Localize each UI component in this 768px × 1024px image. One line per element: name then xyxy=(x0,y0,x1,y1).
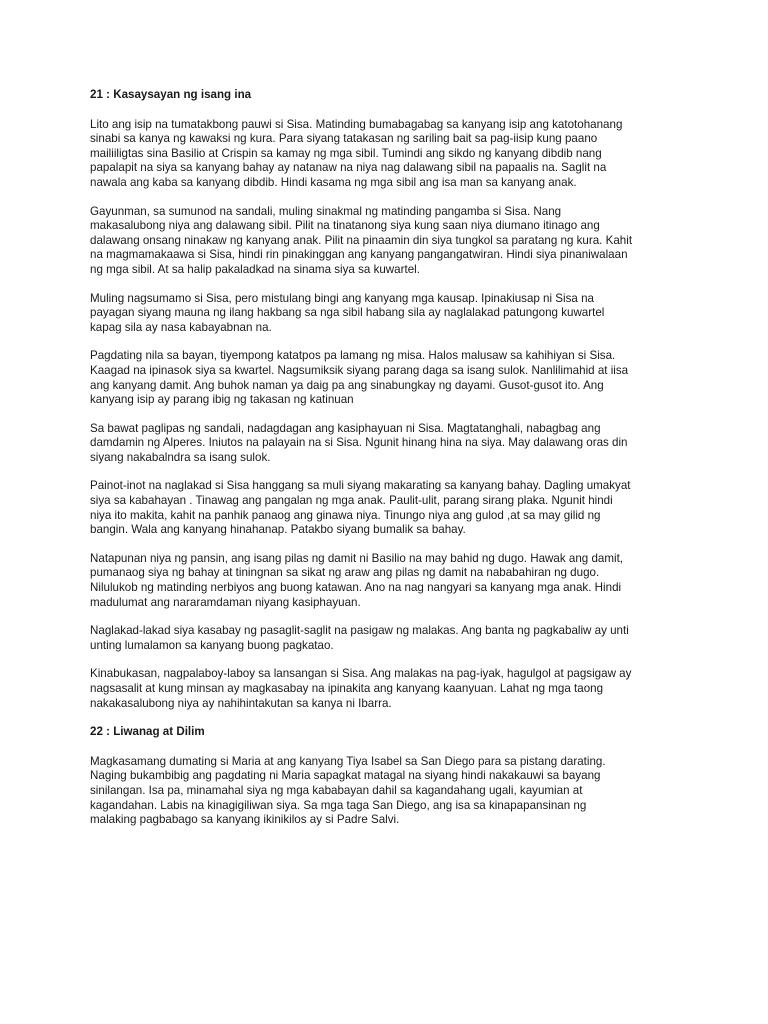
paragraph xyxy=(90,667,690,711)
paragraph xyxy=(90,755,690,828)
text-line: na magmamakaawa si Sisa, hindi rin pinakinggan ang kanyang pangangatwiran. Hindi siya pinaniwalaan xyxy=(90,248,628,262)
text-line: Naglakad-lakad siya kasabay ng pasaglit-saglit na pasigaw ng malakas. Ang banta ng pagkabaliw ay unti xyxy=(90,624,629,638)
text-line: makasalubong niya ang dalawang sibil. Pilit na tinatanong siya kung saan niya diumano itinago ang xyxy=(90,219,600,233)
paragraph xyxy=(90,118,690,191)
paragraph xyxy=(90,292,690,336)
text-line: papalapit na siya sa kanyang bahay ay natanaw na niya nag dalawang sibil na papaalis na. Saglit na xyxy=(90,161,607,175)
paragraph xyxy=(90,552,690,610)
paragraph xyxy=(90,479,690,537)
chapter-22 xyxy=(90,725,690,828)
text-line: kagandahan. Labis na kinagigiliwan siya. Sa mga taga San Diego, ang isa sa kinapapansinan ng xyxy=(90,798,587,812)
text-line: ng mga sibil. At sa halip pakaladkad na sinama siya sa kuwartel. xyxy=(90,262,420,276)
chapter-heading: 22 : Liwanag at Dilim xyxy=(90,725,205,739)
text-line: sinilangan. Isa pa, minamahal siya ng mga kababayan dahil sa kagandahang ugali, kayumian at xyxy=(90,783,583,797)
text-line: bangin. Wala ang kanyang hinahanap. Patakbo siyang bumalik sa bahay. xyxy=(90,523,466,537)
text-line: Muling nagsumamo si Sisa, pero mistulang bingi ang kanyang mga kausap. Ipinakiusap ni Sisa na xyxy=(90,291,594,305)
text-line: siya sa kabahayan . Tinawag ang pangalan ng mga anak. Paulit-ulit, parang sirang plaka. Ngunit hindi xyxy=(90,494,613,508)
text-line: pumanaog siya ng bahay at tiningnan sa sikat ng araw ang pilas ng damit na nababahiran ng dugo. xyxy=(90,566,600,580)
text-line: kapag sila ay nasa kabayabnan na. xyxy=(90,320,272,334)
text-line: dalawang onsang ninakaw ng kanyang anak. Pilit na pinaamin din siya tungkol sa paratang ng kura. Kahit xyxy=(90,233,633,247)
text-line: sinabi sa kanya ng kawaksi ng kura. Para siyang tatakasan ng sariling bait sa pag-iisip kung paano xyxy=(90,132,598,146)
text-line: Naging bukambibig ang pagdating ni Maria sapagkat matagal na siyang hindi nakakauwi sa bayang xyxy=(90,769,601,783)
text-line: Natapunan niya ng pansin, ang isang pilas ng damit ni Basilio na may bahid ng dugo. Hawak ang damit, xyxy=(90,551,624,565)
paragraph xyxy=(90,205,690,278)
text-line: Painot-inot na naglakad si Sisa hanggang sa muli siyang makarating sa kanyang bahay. Dagling umakyat xyxy=(90,479,631,493)
text-line: damdamin ng Alperes. Iniutos na palayain na si Sisa. Ngunit hinang hina na siya. May dalawang oras din xyxy=(90,436,628,450)
paragraph xyxy=(90,349,690,407)
text-line: Kaagad na ipinasok siya sa kwartel. Nagsumiksik siyang parang daga sa isang sulok. Nanlilimahid at iisa xyxy=(90,363,629,377)
text-line: madulumat ang nararamdaman niyang kasiphayuan. xyxy=(90,595,361,609)
text-line: Gayunman, sa sumunod na sandali, muling sinakmal ng matinding pangamba si Sisa. Nang xyxy=(90,204,562,218)
text-line: Pagdating nila sa bayan, tiyempong katatpos pa lamang ng misa. Halos malusaw sa kahihiyan si Sisa. xyxy=(90,349,616,363)
text-line: Kinabukasan, nagpalaboy-laboy sa lansangan si Sisa. Ang malakas na pag-iyak, hagulgol at pagsigaw ay xyxy=(90,667,632,681)
text-line: Magkasamang dumating si Maria at ang kanyang Tiya Isabel sa San Diego para sa pistang darating. xyxy=(90,754,606,768)
text-line: nagsasalit at kung minsan ay magkasabay na ipinakita ang kanyang kaanyuan. Lahat ng mga taong xyxy=(90,682,604,695)
text-line: kanyang isip ay parang ibig ng takasan ng katinuan xyxy=(90,393,354,407)
text-line: nawala ang kaba sa kanyang dibdib. Hindi kasama ng mga sibil ang isa man sa kanyang anak. xyxy=(90,175,577,189)
text-line: unting lumalamon sa kanyang buong pagkatao. xyxy=(90,638,334,652)
text-line: Nilulukob ng matinding nerbiyos ang buong katawan. Ano na nag nangyari sa kanyang mga anak. Hindi xyxy=(90,581,622,595)
text-line: siyang nakabalndra sa isang sulok. xyxy=(90,450,271,464)
paragraph xyxy=(90,422,690,466)
text-line: mailiiligtas sina Basilio at Crispin sa kamay ng mga sibil. Tumindi ang sikdo ng kanyang dibdib nang xyxy=(90,146,602,160)
text-line: niya ito makita, kahit na panhik panaog ang ginawa niya. Tinungo niya ang gulod ,at sa may gilid ng xyxy=(90,508,601,522)
document-page xyxy=(90,88,690,842)
text-line: ang kanyang damit. Ang buhok naman ya daig pa ang sinabungkay ng dayami. Gusot-gusot ito. Ang xyxy=(90,378,604,392)
chapter-21 xyxy=(90,88,690,711)
text-line: payagan siyang mauna ng ilang hakbang sa nga sibil habang sila ay naglalakad patungong kuwartel xyxy=(90,306,605,320)
chapter-heading: 21 : Kasaysayan ng isang ina xyxy=(90,88,252,101)
paragraph xyxy=(90,624,690,653)
text-line: Lito ang isip na tumatakbong pauwi si Sisa. Matinding bumabagabag sa kanyang isip ang katotohanang xyxy=(90,117,623,131)
text-line: Sa bawat paglipas ng sandali, nadagdagan ang kasiphayuan ni Sisa. Magtatanghali, nabagbag ang xyxy=(90,421,601,435)
text-line: malaking pagbabago sa kanyang ikinikilos ay si Padre Salvi. xyxy=(90,813,400,827)
text-line: nakakasalubong niya ay nahihintakutan sa kanya ni Ibarra. xyxy=(90,696,392,710)
